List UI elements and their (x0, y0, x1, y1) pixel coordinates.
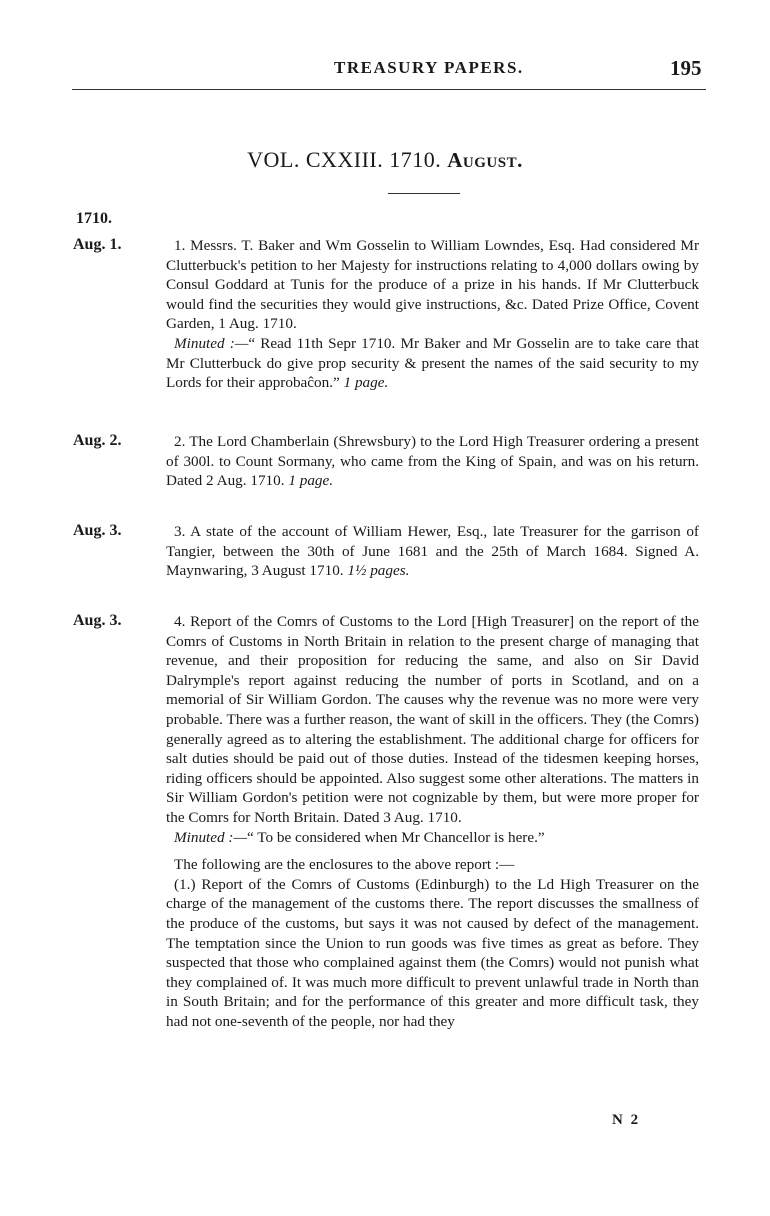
entry-date: Aug. 1. (73, 236, 122, 253)
entry-date: Aug. 3. (73, 522, 122, 539)
minuted-label: Minuted :— (174, 334, 249, 352)
entry-body (166, 522, 699, 581)
entry-minute (166, 334, 699, 393)
entry-text: 4. Report of the Comrs of Customs to the Lord [High Treasurer] on the report of the Comrs of Customs in North Britain in relation to the present charge of managing that revenue, and their proposition for reducing the same, and also on Sir David Dalrymple's report against reducing the number of ports in Scotland, and on a memorial of Sir William Gordon. The causes why the revenue was no more were very probable. There was a further reason, the want of skill in the officers. They (the Comrs) generally agreed as to altering the establishment. The additional charge for officers for salt duties should be paid out of those duties. Instead of the tidesmen keeping horses, riding officers should be appointed. Also suggest some other alterations. The matters in Sir William Gordon's petition were not cognizable by them, but were more proper for the Comrs for North Britain. Dated 3 Aug. 1710. (166, 613, 699, 826)
running-title: TREASURY PAPERS. (334, 58, 524, 77)
page-count: 1 page. (343, 374, 389, 392)
entry-minute (166, 828, 699, 848)
minuted-text: “ Read 11th Sepr 1710. Mr Baker and Mr Gosselin are to take care that Mr Clutterbuck do give prop security & present the names of the said security to my Lords for their approbaĉon.” (166, 334, 699, 392)
page-count: 1 page. (288, 472, 334, 490)
page-count: 1½ pages. (347, 562, 410, 580)
heading-rule (388, 193, 460, 194)
entry-text-with-pages (166, 522, 699, 581)
minuted-text: “ To be considered when Mr Chancellor is here.” (246, 828, 545, 846)
entry-date: Aug. 3. (73, 612, 122, 629)
entry-text: 3. A state of the account of William Hewer, Esq., late Treasurer for the garrison of Tangier, between the 30th of June 1681 and the 25th of March 1684. Signed A. Maynwaring, 3 August 1710. (166, 523, 699, 580)
entry-text: 1. Messrs. T. Baker and Wm Gosselin to William Lowndes, Esq. Had considered Mr Clutterbuck's petition to her Majesty for instructions relating to 4,000 dollars owing by Consul Goddard at Tunis for the produce of a prize in his hands. If Mr Clutterbuck would find the securities they would give instructions, &c. Dated Prize Office, Covent Garden, 1 Aug. 1710. (166, 237, 699, 333)
volume-month: August. (447, 148, 523, 172)
year-label: 1710. (76, 210, 112, 227)
enclosure-1: (1.) Report of the Comrs of Customs (Edinburgh) to the Ld High Treasurer on the charge of the management of the customs there. The report discusses the smallness of the produce of the customs, but says it was not caused by defect of the management. The temptation since the Union to run goods was five times as great as before. They suspected that those who complained against them (the Comrs) would not punish what they complained of. It was much more difficult to prevent unlawful trade in North than in South Britain; and for the performance of this greater and more difficult task, they had not one-seventh of the people, nor had they (166, 875, 699, 1030)
volume-heading (0, 147, 770, 173)
page-number: 195 (670, 56, 702, 80)
entry-text: 2. The Lord Chamberlain (Shrewsbury) to the Lord High Treasurer ordering a present of 300l. to Count Sormany, who came from the King of Spain, and was on his return. Dated 2 Aug. 1710. (166, 433, 699, 490)
minuted-label: Minuted :— (174, 828, 247, 846)
entry-body (166, 236, 699, 393)
volume-title: VOL. CXXIII. 1710. (247, 147, 442, 172)
running-head (0, 58, 770, 82)
signature-mark: N 2 (612, 1112, 641, 1128)
entry-body (166, 612, 699, 1031)
entry-text-with-pages (166, 432, 699, 491)
enclosures-intro: The following are the enclosures to the above report :— (174, 856, 515, 874)
entry-body (166, 432, 699, 491)
entry-date: Aug. 2. (73, 432, 122, 449)
header-rule (72, 89, 706, 90)
